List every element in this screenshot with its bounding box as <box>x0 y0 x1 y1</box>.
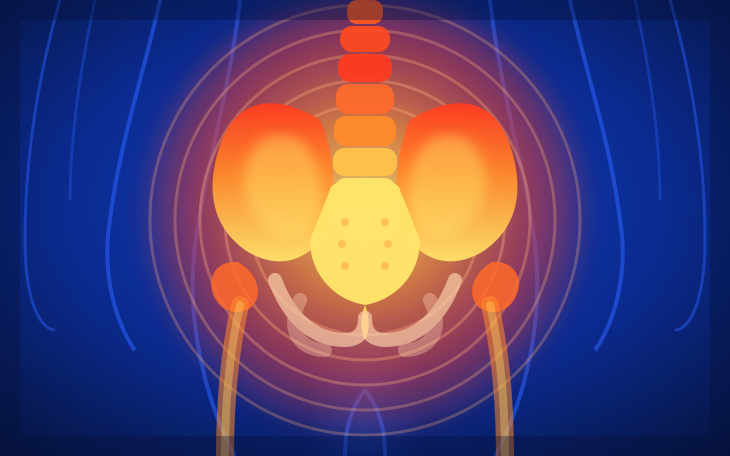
spine <box>333 0 397 206</box>
